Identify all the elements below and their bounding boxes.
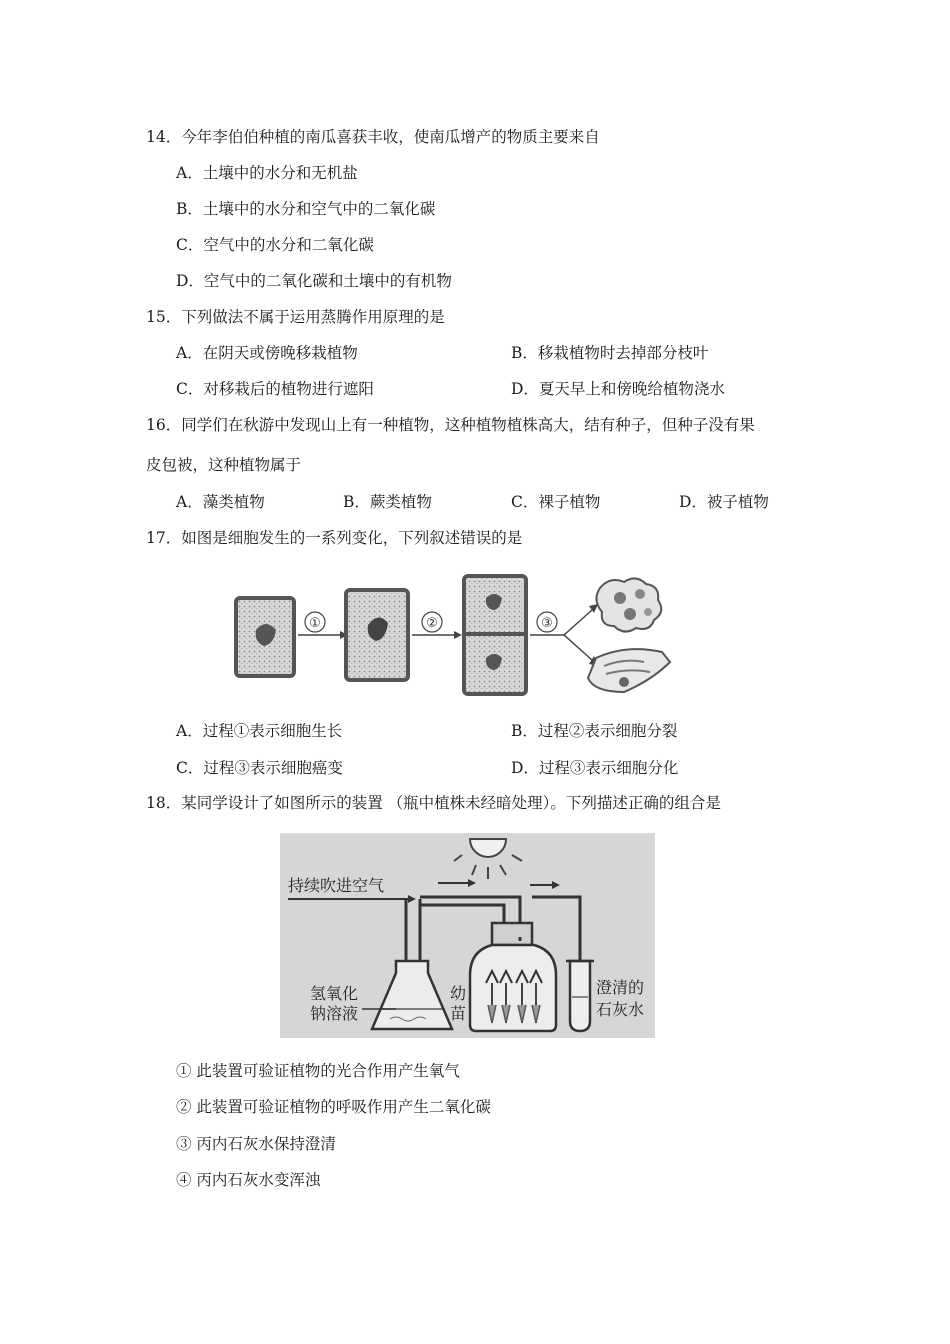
step-1-label: ① xyxy=(309,616,321,631)
q15-stem: 15．下列做法不属于运用蒸腾作用原理的是 xyxy=(146,308,445,326)
seedling-label-1: 幼 xyxy=(450,984,467,1003)
limewater-label-1: 澄清的 xyxy=(596,978,645,997)
q17-stem: 17．如图是细胞发生的一系列变化，下列叙述错误的是 xyxy=(146,529,523,547)
q16-stem-line1: 16．同学们在秋游中发现山上有一种植物，这种植物植株高大，结有种子，但种子没有果 xyxy=(146,416,755,434)
q15-option-b: B．移栽植物时去掉部分枝叶 xyxy=(511,344,709,362)
cell-change-figure xyxy=(228,570,688,700)
test-tube xyxy=(566,961,594,1031)
apparatus-figure xyxy=(280,833,655,1038)
air-label: 持续吹进空气 xyxy=(288,876,385,895)
naoh-label-1: 氢氧化 xyxy=(310,984,359,1003)
q15-option-c: C．对移栽后的植物进行遮阳 xyxy=(176,380,374,398)
cell-3-divided xyxy=(464,576,526,694)
q18-statement-4: ④ 丙内石灰水变浑浊 xyxy=(176,1171,321,1189)
tissue-layer xyxy=(588,649,670,692)
q18-statement-1: ① 此装置可验证植物的光合作用产生氧气 xyxy=(176,1062,460,1080)
q15-option-a: A．在阴天或傍晚移栽植物 xyxy=(176,344,358,362)
cell-1 xyxy=(236,598,294,676)
q16-option-d: D．被子植物 xyxy=(679,493,769,511)
q17-option-d: D．过程③表示细胞分化 xyxy=(511,759,679,777)
naoh-label-2: 钠溶液 xyxy=(310,1004,359,1023)
q14-option-d: D．空气中的二氧化碳和土壤中的有机物 xyxy=(176,272,452,290)
q16-stem-line2: 皮包被，这种植物属于 xyxy=(146,456,302,474)
tissue-cluster xyxy=(596,578,661,631)
q18-statement-2: ② 此装置可验证植物的呼吸作用产生二氧化碳 xyxy=(176,1098,491,1116)
q15-option-d: D．夏天早上和傍晚给植物浇水 xyxy=(511,380,725,398)
q17-option-c: C．过程③表示细胞癌变 xyxy=(176,759,343,777)
q14-option-b: B．土壤中的水分和空气中的二氧化碳 xyxy=(176,200,436,218)
step-3-label: ③ xyxy=(541,616,553,631)
q17-option-a: A．过程①表示细胞生长 xyxy=(176,722,343,740)
limewater-label-2: 石灰水 xyxy=(596,1000,645,1019)
q17-option-b: B．过程②表示细胞分裂 xyxy=(511,722,678,740)
q16-option-c: C．裸子植物 xyxy=(511,493,601,511)
q18-statement-3: ③ 丙内石灰水保持澄清 xyxy=(176,1135,336,1153)
q18-stem: 18．某同学设计了如图所示的装置 （瓶中植株未经暗处理）。下列描述正确的组合是 xyxy=(146,794,721,812)
q16-option-b: B．蕨类植物 xyxy=(343,493,432,511)
cell-2 xyxy=(346,590,408,680)
seedling-label-2: 苗 xyxy=(450,1004,467,1023)
q14-stem: 14．今年李伯伯种植的南瓜喜获丰收，使南瓜增产的物质主要来自 xyxy=(146,128,600,146)
q14-option-c: C．空气中的水分和二氧化碳 xyxy=(176,236,374,254)
q16-option-a: A．藻类植物 xyxy=(176,493,265,511)
q14-option-a: A．土壤中的水分和无机盐 xyxy=(176,164,358,182)
step-2-label: ② xyxy=(426,616,438,631)
